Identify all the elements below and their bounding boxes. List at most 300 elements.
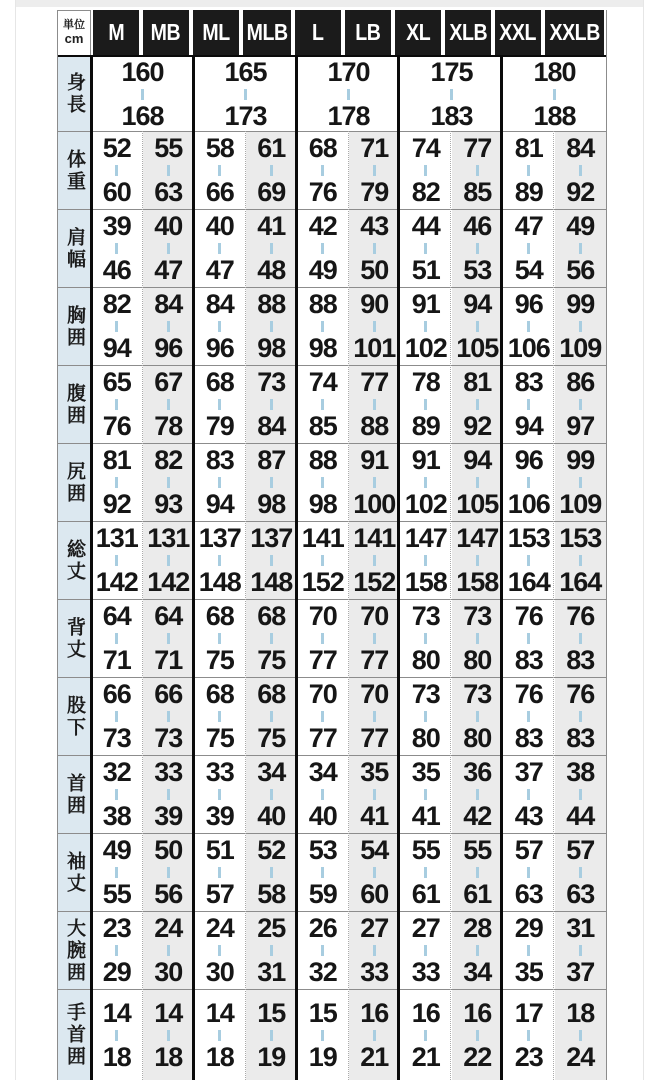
range-min: 35 [411, 757, 440, 787]
range-max: 75 [205, 645, 234, 675]
range-separator-dash [527, 165, 530, 176]
range-separator-dash [115, 789, 118, 800]
range-separator-dash [218, 477, 221, 488]
range-max: 44 [566, 801, 595, 831]
range-max: 24 [566, 1041, 595, 1072]
range-separator-dash [527, 399, 530, 410]
range-min: 26 [308, 913, 337, 943]
range-max: 96 [205, 333, 234, 363]
range-min: 83 [205, 445, 234, 475]
range-max: 152 [353, 567, 396, 597]
range-min: 35 [360, 757, 389, 787]
size-header-row [58, 10, 606, 57]
pair-divider [245, 131, 246, 1080]
cell-height-group-1 [194, 57, 297, 131]
cell-total-length-xl [400, 522, 452, 599]
range-max: 29 [102, 957, 131, 987]
cell-upper-arm-xlb [452, 912, 504, 989]
range-separator-dash [218, 867, 221, 878]
cell-shoulder-width-xlb [452, 210, 504, 287]
cell-back-length-mb [143, 600, 195, 677]
cell-wrist-mlb [246, 990, 298, 1080]
cell-weight-xxlb [555, 132, 607, 209]
cell-neck-mb [143, 756, 195, 833]
cell-inseam-l [297, 678, 349, 755]
range-max: 158 [404, 567, 447, 597]
size-header-xxlb [545, 10, 604, 55]
group-divider [192, 56, 195, 1080]
range-separator-dash [373, 711, 376, 722]
range-separator-dash [476, 243, 479, 254]
cell-chest-m [91, 288, 143, 365]
cell-chest-lb [349, 288, 401, 365]
cell-belly-xxl [503, 366, 555, 443]
range-min: 141 [353, 523, 396, 553]
range-separator-dash [424, 555, 427, 566]
range-max: 76 [102, 411, 131, 441]
range-separator-dash [167, 243, 170, 254]
range-max: 83 [514, 723, 543, 753]
range-max: 188 [533, 100, 576, 131]
cell-wrist-mb [143, 990, 195, 1080]
range-min: 147 [456, 523, 499, 553]
row-label-height [58, 57, 91, 131]
range-min: 24 [205, 913, 234, 943]
pair-divider [142, 131, 143, 1080]
cell-hip-lb [349, 444, 401, 521]
range-min: 131 [95, 523, 138, 553]
cell-back-length-xxlb [555, 600, 607, 677]
range-min: 137 [198, 523, 241, 553]
cell-wrist-l [297, 990, 349, 1080]
range-max: 30 [205, 957, 234, 987]
range-separator-dash [270, 399, 273, 410]
range-min: 99 [566, 445, 595, 475]
range-max: 33 [360, 957, 389, 987]
range-separator-dash [527, 945, 530, 956]
cell-back-length-ml [194, 600, 246, 677]
range-separator-dash [373, 321, 376, 332]
row-label-text: 肩幅 [64, 226, 85, 271]
range-max: 94 [102, 333, 131, 363]
cell-inseam-lb [349, 678, 401, 755]
range-min: 53 [308, 835, 337, 865]
cell-weight-m [91, 132, 143, 209]
row-label-text: 身長 [64, 72, 85, 116]
cell-back-length-lb [349, 600, 401, 677]
range-max: 63 [514, 879, 543, 909]
range-min: 84 [205, 289, 234, 319]
range-separator-dash [115, 711, 118, 722]
range-min: 61 [257, 133, 286, 163]
cell-height-group-0 [91, 57, 194, 131]
cell-inseam-ml [194, 678, 246, 755]
cell-back-length-xxl [503, 600, 555, 677]
range-max: 38 [102, 801, 131, 831]
cell-belly-lb [349, 366, 401, 443]
range-max: 18 [205, 1041, 234, 1072]
range-separator-dash [476, 165, 479, 176]
range-min: 91 [411, 289, 440, 319]
range-min: 46 [463, 211, 492, 241]
row-neck [58, 755, 606, 833]
range-separator-dash [527, 477, 530, 488]
cell-belly-ml [194, 366, 246, 443]
range-separator-dash [115, 477, 118, 488]
range-min: 68 [257, 601, 286, 631]
range-separator-dash [270, 867, 273, 878]
size-header-ml [193, 10, 239, 55]
range-min: 70 [308, 601, 337, 631]
range-min: 153 [507, 523, 550, 553]
range-max: 71 [154, 645, 183, 675]
range-min: 78 [411, 367, 440, 397]
cell-belly-mb [143, 366, 195, 443]
range-max: 57 [205, 879, 234, 909]
row-label-hip [58, 444, 91, 521]
range-min: 96 [514, 289, 543, 319]
range-min: 73 [411, 679, 440, 709]
range-min: 84 [566, 133, 595, 163]
range-max: 89 [411, 411, 440, 441]
range-separator-dash [476, 477, 479, 488]
range-min: 87 [257, 445, 286, 475]
range-min: 39 [102, 211, 131, 241]
range-min: 52 [257, 835, 286, 865]
range-max: 101 [353, 333, 396, 363]
cell-hip-l [297, 444, 349, 521]
range-max: 18 [154, 1041, 183, 1072]
cell-shoulder-width-l [297, 210, 349, 287]
cell-wrist-xxlb [555, 990, 607, 1080]
range-max: 41 [360, 801, 389, 831]
size-label: M [108, 19, 124, 45]
range-max: 88 [360, 411, 389, 441]
range-max: 77 [360, 723, 389, 753]
range-separator-dash [424, 867, 427, 878]
range-max: 61 [411, 879, 440, 909]
range-separator-dash [424, 321, 427, 332]
range-separator-dash [115, 399, 118, 410]
range-separator-dash [527, 321, 530, 332]
range-min: 14 [102, 997, 131, 1028]
range-max: 164 [507, 567, 550, 597]
range-min: 88 [257, 289, 286, 319]
cell-weight-mb [143, 132, 195, 209]
range-max: 79 [360, 177, 389, 207]
range-max: 37 [566, 957, 595, 987]
range-separator-dash [167, 867, 170, 878]
row-label-upper-arm [58, 912, 91, 989]
range-separator-dash [321, 399, 324, 410]
range-min: 18 [566, 997, 595, 1028]
range-min: 180 [533, 56, 576, 87]
cell-neck-xxlb [555, 756, 607, 833]
range-max: 32 [308, 957, 337, 987]
range-min: 34 [308, 757, 337, 787]
range-min: 55 [411, 835, 440, 865]
range-max: 92 [463, 411, 492, 441]
cell-neck-ml [194, 756, 246, 833]
range-max: 42 [463, 801, 492, 831]
range-min: 29 [514, 913, 543, 943]
range-separator-dash [270, 945, 273, 956]
pair-divider [450, 131, 451, 1080]
range-max: 43 [514, 801, 543, 831]
range-max: 148 [250, 567, 293, 597]
range-max: 96 [154, 333, 183, 363]
range-separator-dash [373, 867, 376, 878]
range-separator-dash [347, 89, 350, 100]
range-max: 30 [154, 957, 183, 987]
range-separator-dash [115, 555, 118, 566]
range-separator-dash [476, 867, 479, 878]
range-max: 56 [154, 879, 183, 909]
size-label: L [312, 19, 324, 45]
range-min: 41 [257, 211, 286, 241]
cell-chest-mb [143, 288, 195, 365]
cell-belly-xl [400, 366, 452, 443]
cell-chest-ml [194, 288, 246, 365]
cell-weight-xxl [503, 132, 555, 209]
cell-upper-arm-xl [400, 912, 452, 989]
cell-weight-lb [349, 132, 401, 209]
range-max: 55 [102, 879, 131, 909]
range-max: 105 [456, 489, 499, 519]
range-separator-dash [218, 789, 221, 800]
range-separator-dash [321, 867, 324, 878]
range-max: 71 [102, 645, 131, 675]
cell-wrist-ml [194, 990, 246, 1080]
cell-shoulder-width-mlb [246, 210, 298, 287]
cell-chest-xxlb [555, 288, 607, 365]
range-min: 40 [205, 211, 234, 241]
size-label: XLB [448, 19, 487, 45]
range-separator-dash [167, 321, 170, 332]
range-separator-dash [270, 711, 273, 722]
range-separator-dash [450, 89, 453, 100]
cell-total-length-mb [143, 522, 195, 599]
range-min: 76 [566, 601, 595, 631]
range-max: 173 [224, 100, 267, 131]
range-separator-dash [373, 1030, 376, 1041]
range-separator-dash [527, 1030, 530, 1041]
range-min: 40 [154, 211, 183, 241]
row-label-text: 首囲 [64, 772, 85, 817]
size-header-m [93, 10, 139, 55]
cell-shoulder-width-xl [400, 210, 452, 287]
range-min: 36 [463, 757, 492, 787]
range-separator-dash [270, 633, 273, 644]
cell-back-length-l [297, 600, 349, 677]
range-separator-dash [579, 399, 582, 410]
range-separator-dash [115, 945, 118, 956]
range-min: 68 [205, 679, 234, 709]
range-min: 37 [514, 757, 543, 787]
size-header-xlb [445, 10, 491, 55]
range-separator-dash [579, 243, 582, 254]
range-separator-dash [373, 243, 376, 254]
range-separator-dash [373, 399, 376, 410]
cell-upper-arm-xxlb [555, 912, 607, 989]
range-max: 79 [205, 411, 234, 441]
range-separator-dash [476, 633, 479, 644]
cell-back-length-xl [400, 600, 452, 677]
range-min: 82 [102, 289, 131, 319]
group-divider [500, 56, 503, 1080]
cell-back-length-m [91, 600, 143, 677]
range-separator-dash [321, 243, 324, 254]
range-max: 40 [257, 801, 286, 831]
range-max: 98 [257, 489, 286, 519]
cell-total-length-lb [349, 522, 401, 599]
range-separator-dash [270, 555, 273, 566]
range-max: 21 [411, 1041, 440, 1072]
range-separator-dash [218, 399, 221, 410]
unit-cell [58, 10, 91, 55]
range-min: 67 [154, 367, 183, 397]
range-separator-dash [373, 555, 376, 566]
size-chart-table [57, 10, 607, 1080]
range-min: 16 [360, 997, 389, 1028]
range-separator-dash [115, 1030, 118, 1041]
range-separator-dash [527, 867, 530, 878]
range-max: 22 [463, 1041, 492, 1072]
cell-neck-lb [349, 756, 401, 833]
cell-hip-mlb [246, 444, 298, 521]
cell-hip-m [91, 444, 143, 521]
range-max: 92 [566, 177, 595, 207]
range-min: 82 [154, 445, 183, 475]
range-min: 47 [514, 211, 543, 241]
cell-height-group-4 [503, 57, 606, 131]
row-back-length [58, 599, 606, 677]
row-label-back-length [58, 600, 91, 677]
range-separator-dash [373, 789, 376, 800]
range-separator-dash [167, 633, 170, 644]
cell-belly-xlb [452, 366, 504, 443]
cell-chest-xlb [452, 288, 504, 365]
row-label-text: 股下 [64, 694, 85, 739]
range-separator-dash [218, 1030, 221, 1041]
cell-total-length-l [297, 522, 349, 599]
range-max: 61 [463, 879, 492, 909]
size-label: XXL [499, 19, 537, 45]
range-min: 71 [360, 133, 389, 163]
range-min: 170 [327, 56, 370, 87]
range-max: 39 [205, 801, 234, 831]
range-min: 76 [566, 679, 595, 709]
cell-inseam-mlb [246, 678, 298, 755]
range-max: 92 [102, 489, 131, 519]
range-min: 66 [102, 679, 131, 709]
row-height [58, 57, 606, 131]
row-label-inseam [58, 678, 91, 755]
row-label-belly [58, 366, 91, 443]
range-min: 38 [566, 757, 595, 787]
range-max: 80 [411, 645, 440, 675]
row-label-text: 総丈 [64, 538, 85, 583]
range-separator-dash [476, 321, 479, 332]
range-separator-dash [424, 399, 427, 410]
range-min: 81 [514, 133, 543, 163]
range-max: 98 [308, 489, 337, 519]
range-separator-dash [270, 1030, 273, 1041]
range-min: 24 [154, 913, 183, 943]
range-min: 25 [257, 913, 286, 943]
range-min: 43 [360, 211, 389, 241]
cell-neck-l [297, 756, 349, 833]
range-min: 16 [463, 997, 492, 1028]
range-min: 57 [566, 835, 595, 865]
range-max: 94 [514, 411, 543, 441]
row-label-text: 尻囲 [64, 460, 85, 505]
cell-shoulder-width-xxl [503, 210, 555, 287]
range-min: 70 [360, 601, 389, 631]
size-label: XL [405, 19, 430, 45]
range-separator-dash [476, 555, 479, 566]
range-min: 31 [566, 913, 595, 943]
range-separator-dash [218, 633, 221, 644]
group-divider [397, 56, 400, 1080]
cell-belly-l [297, 366, 349, 443]
range-max: 80 [463, 723, 492, 753]
cell-total-length-ml [194, 522, 246, 599]
row-upper-arm [58, 911, 606, 989]
range-max: 106 [507, 489, 550, 519]
cell-shoulder-width-ml [194, 210, 246, 287]
row-shoulder-width [58, 209, 606, 287]
range-separator-dash [321, 789, 324, 800]
range-max: 80 [463, 645, 492, 675]
range-min: 14 [154, 997, 183, 1028]
range-min: 74 [411, 133, 440, 163]
cell-total-length-xxlb [555, 522, 607, 599]
range-min: 90 [360, 289, 389, 319]
range-min: 70 [308, 679, 337, 709]
row-label-sleeve-length [58, 834, 91, 911]
row-inseam [58, 677, 606, 755]
range-max: 168 [121, 100, 164, 131]
range-separator-dash [476, 399, 479, 410]
cell-weight-ml [194, 132, 246, 209]
cell-wrist-lb [349, 990, 401, 1080]
range-min: 81 [463, 367, 492, 397]
range-separator-dash [476, 711, 479, 722]
cell-weight-xlb [452, 132, 504, 209]
range-max: 148 [198, 567, 241, 597]
range-separator-dash [218, 321, 221, 332]
row-label-weight [58, 132, 91, 209]
range-max: 183 [430, 100, 473, 131]
range-min: 73 [463, 601, 492, 631]
range-min: 91 [411, 445, 440, 475]
range-min: 32 [102, 757, 131, 787]
cell-total-length-xlb [452, 522, 504, 599]
row-wrist [58, 989, 606, 1080]
range-min: 86 [566, 367, 595, 397]
range-min: 76 [514, 601, 543, 631]
range-min: 49 [102, 835, 131, 865]
size-label: MB [151, 19, 181, 45]
range-max: 33 [411, 957, 440, 987]
range-min: 14 [205, 997, 234, 1028]
cell-inseam-xl [400, 678, 452, 755]
range-min: 73 [463, 679, 492, 709]
cell-inseam-xlb [452, 678, 504, 755]
range-max: 109 [559, 489, 602, 519]
range-max: 73 [102, 723, 131, 753]
